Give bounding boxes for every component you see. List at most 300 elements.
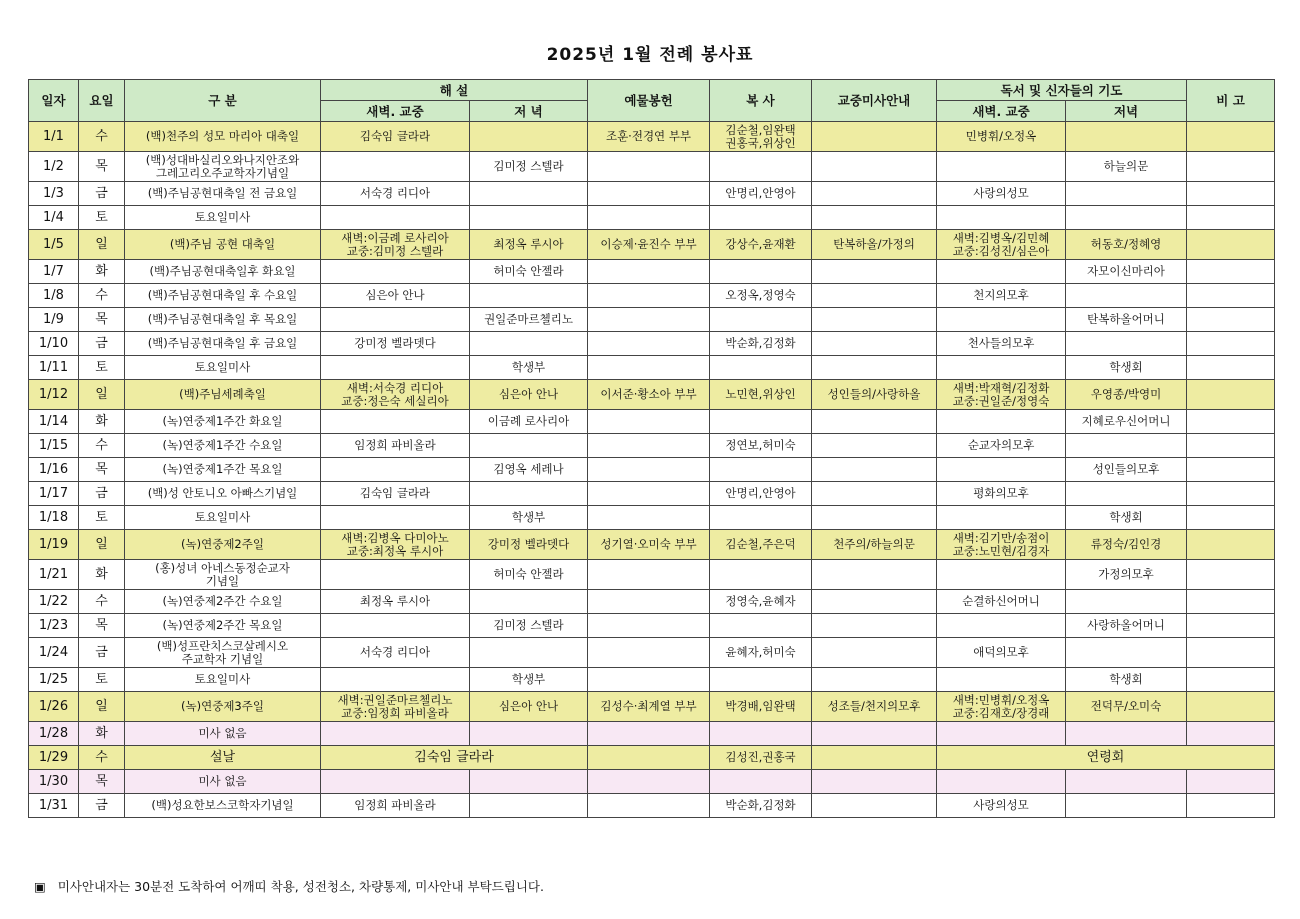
cell-offering: [588, 722, 710, 746]
cell-guide: [812, 614, 937, 638]
cell-commentary-evening: 김미정 스텔라: [470, 614, 588, 638]
cell-offering: [588, 482, 710, 506]
cell-day: 수: [79, 122, 125, 152]
cell-reading-dawn: 천사들의모후: [937, 332, 1066, 356]
cell-server: [710, 560, 812, 590]
cell-server: 김순철,주은덕: [710, 530, 812, 560]
cell-category: (녹)연중제1주간 화요일: [125, 410, 321, 434]
cell-reading-evening: 학생회: [1066, 356, 1187, 380]
cell-category: 토요일미사: [125, 356, 321, 380]
cell-server: [710, 614, 812, 638]
cell-remarks: [1187, 590, 1275, 614]
cell-date: 1/11: [29, 356, 79, 380]
cell-server: 박순화,김정화: [710, 794, 812, 818]
cell-commentary-evening: 허미숙 안젤라: [470, 560, 588, 590]
cell-guide: [812, 668, 937, 692]
cell-guide: [812, 746, 937, 770]
note-text: 미사안내자는 30분전 도착하여 어깨띠 착용, 성전청소, 차량통제, 미사안내 부탁드립니다.: [57, 879, 544, 894]
cell-server: [710, 308, 812, 332]
cell-remarks: [1187, 332, 1275, 356]
cell-commentary-dawn: 임정희 파비올라: [321, 434, 470, 458]
cell-offering: 이승제·윤진수 부부: [588, 230, 710, 260]
cell-reading-evening: [1066, 182, 1187, 206]
cell-commentary-evening: [470, 206, 588, 230]
cell-reading-dawn: [937, 614, 1066, 638]
cell-date: 1/9: [29, 308, 79, 332]
cell-server: 정연보,허미숙: [710, 434, 812, 458]
cell-guide: [812, 356, 937, 380]
header-remarks: 비 고: [1187, 80, 1275, 122]
cell-remarks: [1187, 434, 1275, 458]
cell-commentary-evening: [470, 770, 588, 794]
cell-reading-dawn: 연령회: [937, 746, 1275, 770]
cell-reading-evening: [1066, 332, 1187, 356]
table-row: [29, 356, 1275, 380]
cell-guide: [812, 308, 937, 332]
cell-server: 윤혜자,허미숙: [710, 638, 812, 668]
cell-day: 금: [79, 482, 125, 506]
cell-guide: [812, 590, 937, 614]
cell-date: 1/25: [29, 668, 79, 692]
cell-reading-evening: [1066, 284, 1187, 308]
cell-reading-dawn: [937, 506, 1066, 530]
cell-commentary-evening: 심은아 안나: [470, 380, 588, 410]
cell-guide: [812, 332, 937, 356]
cell-remarks: [1187, 506, 1275, 530]
table-row: [29, 458, 1275, 482]
cell-guide: [812, 122, 937, 152]
cell-reading-evening: 성인들의모후: [1066, 458, 1187, 482]
cell-reading-evening: [1066, 770, 1187, 794]
cell-category: (백)주님공현대축일 후 수요일: [125, 284, 321, 308]
header-commentary-evening: 저 녁: [470, 101, 588, 122]
table-row: [29, 746, 1275, 770]
cell-commentary-dawn: [321, 722, 470, 746]
cell-reading-dawn: [937, 260, 1066, 284]
cell-commentary-evening: 김영옥 세레나: [470, 458, 588, 482]
cell-offering: 김성수·최계열 부부: [588, 692, 710, 722]
table-row: [29, 506, 1275, 530]
cell-guide: [812, 182, 937, 206]
cell-remarks: [1187, 794, 1275, 818]
cell-category: (녹)연중제2주일: [125, 530, 321, 560]
cell-date: 1/31: [29, 794, 79, 818]
cell-offering: [588, 332, 710, 356]
cell-commentary-dawn: 새벽:이금례 로사리아 교중:김미정 스텔라: [321, 230, 470, 260]
cell-server: 안명리,안영아: [710, 182, 812, 206]
cell-date: 1/3: [29, 182, 79, 206]
cell-reading-evening: 가정의모후: [1066, 560, 1187, 590]
cell-day: 화: [79, 260, 125, 284]
cell-commentary-evening: 김미정 스텔라: [470, 152, 588, 182]
cell-server: 박순화,김정화: [710, 332, 812, 356]
cell-date: 1/21: [29, 560, 79, 590]
cell-category: 설날: [125, 746, 321, 770]
cell-category: (홍)성녀 아네스동정순교자 기념일: [125, 560, 321, 590]
cell-commentary-evening: 학생부: [470, 668, 588, 692]
cell-commentary-dawn: [321, 410, 470, 434]
cell-commentary-dawn: [321, 356, 470, 380]
cell-date: 1/10: [29, 332, 79, 356]
cell-remarks: [1187, 668, 1275, 692]
cell-commentary-evening: [470, 722, 588, 746]
cell-date: 1/12: [29, 380, 79, 410]
cell-commentary-dawn: [321, 458, 470, 482]
cell-category: (백)성대바실리오와나지안조와 그레고리오주교학자기념일: [125, 152, 321, 182]
cell-remarks: [1187, 722, 1275, 746]
cell-reading-evening: [1066, 482, 1187, 506]
cell-guide: [812, 206, 937, 230]
header-date: 일자: [29, 80, 79, 122]
cell-offering: [588, 152, 710, 182]
cell-commentary-evening: [470, 590, 588, 614]
cell-offering: [588, 182, 710, 206]
cell-offering: [588, 794, 710, 818]
cell-date: 1/28: [29, 722, 79, 746]
cell-offering: [588, 458, 710, 482]
cell-category: (녹)연중제2주간 목요일: [125, 614, 321, 638]
cell-commentary-dawn: 김숙임 글라라: [321, 122, 470, 152]
cell-reading-evening: [1066, 122, 1187, 152]
schedule-table: [28, 79, 1275, 818]
cell-server: [710, 206, 812, 230]
cell-remarks: [1187, 560, 1275, 590]
note-bullet-icon: ▣: [34, 879, 46, 894]
cell-reading-dawn: [937, 560, 1066, 590]
cell-commentary-dawn: [321, 152, 470, 182]
cell-commentary-dawn: [321, 770, 470, 794]
cell-reading-dawn: 사랑의성모: [937, 182, 1066, 206]
cell-offering: [588, 260, 710, 284]
header-reading: 독서 및 신자들의 기도: [937, 80, 1187, 101]
cell-reading-dawn: [937, 356, 1066, 380]
cell-day: 목: [79, 458, 125, 482]
cell-category: (녹)연중제2주간 수요일: [125, 590, 321, 614]
cell-offering: [588, 506, 710, 530]
cell-day: 일: [79, 530, 125, 560]
cell-offering: [588, 638, 710, 668]
cell-remarks: [1187, 380, 1275, 410]
cell-commentary-dawn: 새벽:서숙경 리디아 교중:정은숙 세실리아: [321, 380, 470, 410]
cell-reading-dawn: 평화의모후: [937, 482, 1066, 506]
cell-commentary-evening: 권일준마르첼리노: [470, 308, 588, 332]
table-row: [29, 206, 1275, 230]
cell-remarks: [1187, 152, 1275, 182]
cell-day: 목: [79, 308, 125, 332]
cell-commentary-evening: 허미숙 안젤라: [470, 260, 588, 284]
cell-reading-evening: [1066, 434, 1187, 458]
cell-guide: 천주의/하늘의문: [812, 530, 937, 560]
cell-day: 수: [79, 746, 125, 770]
header-commentary: 해 설: [321, 80, 588, 101]
cell-remarks: [1187, 284, 1275, 308]
cell-commentary-evening: [470, 638, 588, 668]
cell-reading-dawn: [937, 152, 1066, 182]
cell-category: (백)주님 공현 대축일: [125, 230, 321, 260]
page-title: 2025년 1월 전례 봉사표: [546, 45, 754, 65]
cell-guide: 탄복하올/가정의: [812, 230, 937, 260]
table-row: [29, 332, 1275, 356]
cell-date: 1/19: [29, 530, 79, 560]
cell-server: [710, 506, 812, 530]
cell-reading-evening: 지혜로우신어머니: [1066, 410, 1187, 434]
cell-day: 토: [79, 206, 125, 230]
cell-commentary-dawn: [321, 206, 470, 230]
cell-commentary-evening: [470, 332, 588, 356]
table-row: [29, 638, 1275, 668]
table-row: [29, 590, 1275, 614]
cell-server: 김순철,임완택 권홍국,위상인: [710, 122, 812, 152]
table-row: [29, 482, 1275, 506]
cell-date: 1/26: [29, 692, 79, 722]
table-row: [29, 260, 1275, 284]
cell-guide: [812, 434, 937, 458]
cell-server: 박경배,임완택: [710, 692, 812, 722]
cell-reading-evening: 탄복하올어머니: [1066, 308, 1187, 332]
table-row: [29, 560, 1275, 590]
cell-offering: 이서준·황소아 부부: [588, 380, 710, 410]
cell-guide: [812, 482, 937, 506]
cell-date: 1/1: [29, 122, 79, 152]
header-category: 구 분: [125, 80, 321, 122]
cell-reading-dawn: [937, 668, 1066, 692]
cell-guide: [812, 506, 937, 530]
cell-offering: 조훈·전경연 부부: [588, 122, 710, 152]
cell-category: (백)주님공현대축일 후 금요일: [125, 332, 321, 356]
cell-guide: [812, 152, 937, 182]
cell-remarks: [1187, 182, 1275, 206]
cell-category: (백)주님세례축일: [125, 380, 321, 410]
cell-date: 1/14: [29, 410, 79, 434]
cell-commentary-evening: [470, 794, 588, 818]
cell-category: (백)성요한보스코학자기념일: [125, 794, 321, 818]
cell-commentary-dawn: [321, 260, 470, 284]
cell-date: 1/17: [29, 482, 79, 506]
table-row: [29, 434, 1275, 458]
cell-reading-evening: 학생회: [1066, 668, 1187, 692]
cell-remarks: [1187, 482, 1275, 506]
cell-commentary-dawn: [321, 560, 470, 590]
cell-date: 1/18: [29, 506, 79, 530]
cell-reading-dawn: [937, 206, 1066, 230]
cell-day: 수: [79, 284, 125, 308]
cell-reading-dawn: 민병휘/오정옥: [937, 122, 1066, 152]
cell-day: 화: [79, 560, 125, 590]
table-row: [29, 152, 1275, 182]
cell-remarks: [1187, 122, 1275, 152]
cell-date: 1/5: [29, 230, 79, 260]
cell-date: 1/15: [29, 434, 79, 458]
cell-reading-dawn: [937, 308, 1066, 332]
table-body: [29, 122, 1275, 818]
cell-commentary-evening: [470, 434, 588, 458]
cell-remarks: [1187, 692, 1275, 722]
cell-commentary-dawn: 강미정 벨라뎃다: [321, 332, 470, 356]
cell-date: 1/2: [29, 152, 79, 182]
cell-category: 토요일미사: [125, 506, 321, 530]
cell-category: (백)주님공현대축일후 화요일: [125, 260, 321, 284]
cell-date: 1/8: [29, 284, 79, 308]
cell-guide: [812, 770, 937, 794]
cell-offering: [588, 770, 710, 794]
header-guide: 교중미사안내: [812, 80, 937, 122]
cell-date: 1/4: [29, 206, 79, 230]
cell-commentary-evening: 학생부: [470, 506, 588, 530]
cell-date: 1/23: [29, 614, 79, 638]
cell-offering: [588, 308, 710, 332]
cell-commentary-dawn: [321, 506, 470, 530]
cell-remarks: [1187, 230, 1275, 260]
cell-reading-dawn: 새벽:민병휘/오정옥 교중:김재호/장경래: [937, 692, 1066, 722]
cell-reading-dawn: [937, 770, 1066, 794]
cell-server: 강상수,윤재환: [710, 230, 812, 260]
cell-reading-evening: 류정숙/김인경: [1066, 530, 1187, 560]
cell-reading-evening: [1066, 590, 1187, 614]
table-row: [29, 308, 1275, 332]
cell-remarks: [1187, 410, 1275, 434]
cell-reading-evening: 우영종/박영미: [1066, 380, 1187, 410]
cell-commentary-evening: [470, 482, 588, 506]
header-reading-dawn: 새벽. 교중: [937, 101, 1066, 122]
cell-commentary-dawn: [321, 308, 470, 332]
cell-reading-evening: 사랑하올어머니: [1066, 614, 1187, 638]
cell-category: (녹)연중제3주일: [125, 692, 321, 722]
cell-remarks: [1187, 260, 1275, 284]
cell-reading-evening: [1066, 206, 1187, 230]
cell-remarks: [1187, 638, 1275, 668]
cell-reading-dawn: [937, 458, 1066, 482]
cell-guide: [812, 410, 937, 434]
table-row: [29, 182, 1275, 206]
cell-date: 1/30: [29, 770, 79, 794]
cell-commentary-dawn: 김숙임 글라라: [321, 482, 470, 506]
cell-server: [710, 458, 812, 482]
cell-day: 목: [79, 152, 125, 182]
cell-reading-evening: 자모이신마리아: [1066, 260, 1187, 284]
cell-guide: [812, 284, 937, 308]
cell-server: 김성진,권홍국: [710, 746, 812, 770]
cell-reading-evening: [1066, 794, 1187, 818]
table-row: [29, 668, 1275, 692]
cell-day: 목: [79, 770, 125, 794]
cell-commentary-dawn: 임정희 파비올라: [321, 794, 470, 818]
footer-note: [34, 877, 544, 895]
cell-commentary-evening: 학생부: [470, 356, 588, 380]
cell-commentary-evening: [470, 122, 588, 152]
table-header: [29, 80, 1275, 122]
cell-guide: 성조들/천지의모후: [812, 692, 937, 722]
cell-reading-dawn: 새벽:김기만/송점이 교중:노민현/김경자: [937, 530, 1066, 560]
cell-day: 일: [79, 692, 125, 722]
cell-commentary-evening: [470, 284, 588, 308]
cell-offering: 성기열·오미숙 부부: [588, 530, 710, 560]
cell-reading-evening: [1066, 638, 1187, 668]
table-row: [29, 380, 1275, 410]
cell-category: (백)성 안토니오 아빠스기념일: [125, 482, 321, 506]
cell-commentary-evening: 이금례 로사리아: [470, 410, 588, 434]
cell-day: 목: [79, 614, 125, 638]
cell-remarks: [1187, 614, 1275, 638]
cell-date: 1/22: [29, 590, 79, 614]
cell-guide: [812, 638, 937, 668]
table-row: [29, 794, 1275, 818]
cell-server: [710, 356, 812, 380]
cell-commentary-dawn: 최정옥 루시아: [321, 590, 470, 614]
cell-offering: [588, 590, 710, 614]
table-row: [29, 530, 1275, 560]
cell-reading-dawn: 순교자의모후: [937, 434, 1066, 458]
cell-date: 1/7: [29, 260, 79, 284]
cell-remarks: [1187, 770, 1275, 794]
cell-reading-evening: 학생회: [1066, 506, 1187, 530]
cell-remarks: [1187, 458, 1275, 482]
cell-server: [710, 152, 812, 182]
cell-day: 일: [79, 380, 125, 410]
cell-guide: 성인들의/사랑하올: [812, 380, 937, 410]
table-row: [29, 410, 1275, 434]
cell-remarks: [1187, 356, 1275, 380]
cell-day: 수: [79, 434, 125, 458]
cell-server: 노민현,위상인: [710, 380, 812, 410]
cell-reading-evening: 허동호/정혜영: [1066, 230, 1187, 260]
cell-server: 안명리,안영아: [710, 482, 812, 506]
cell-day: 화: [79, 722, 125, 746]
cell-reading-dawn: 사랑의성모: [937, 794, 1066, 818]
cell-commentary-dawn: [321, 614, 470, 638]
cell-remarks: [1187, 530, 1275, 560]
cell-guide: [812, 560, 937, 590]
cell-date: 1/29: [29, 746, 79, 770]
cell-commentary-dawn: 김숙임 글라라: [321, 746, 588, 770]
cell-offering: [588, 434, 710, 458]
cell-offering: [588, 206, 710, 230]
cell-reading-dawn: [937, 410, 1066, 434]
cell-server: [710, 260, 812, 284]
cell-commentary-dawn: [321, 668, 470, 692]
cell-reading-dawn: 애덕의모후: [937, 638, 1066, 668]
table-row: [29, 230, 1275, 260]
cell-commentary-dawn: 서숙경 리디아: [321, 182, 470, 206]
cell-offering: [588, 614, 710, 638]
cell-day: 일: [79, 230, 125, 260]
table-row: [29, 122, 1275, 152]
cell-commentary-dawn: 서숙경 리디아: [321, 638, 470, 668]
cell-commentary-evening: [470, 182, 588, 206]
header-day: 요일: [79, 80, 125, 122]
cell-day: 토: [79, 506, 125, 530]
header-reading-evening: 저녁: [1066, 101, 1187, 122]
table-row: [29, 770, 1275, 794]
cell-server: [710, 722, 812, 746]
cell-commentary-evening: 강미정 벨라뎃다: [470, 530, 588, 560]
header-offering: 예물봉헌: [588, 80, 710, 122]
cell-day: 화: [79, 410, 125, 434]
cell-remarks: [1187, 206, 1275, 230]
cell-server: [710, 770, 812, 794]
cell-category: (백)성프란치스코살레시오 주교학자 기념일: [125, 638, 321, 668]
header-server: 복 사: [710, 80, 812, 122]
cell-day: 금: [79, 332, 125, 356]
cell-commentary-dawn: 심은아 안나: [321, 284, 470, 308]
cell-guide: [812, 458, 937, 482]
cell-guide: [812, 260, 937, 284]
cell-reading-evening: 하늘의문: [1066, 152, 1187, 182]
cell-reading-dawn: 새벽:김병옥/김민혜 교중:김성진/심은아: [937, 230, 1066, 260]
cell-day: 토: [79, 668, 125, 692]
cell-commentary-dawn: 새벽:권일준마르첼리노 교중:임정희 파비올라: [321, 692, 470, 722]
cell-server: [710, 668, 812, 692]
table-row: [29, 614, 1275, 638]
